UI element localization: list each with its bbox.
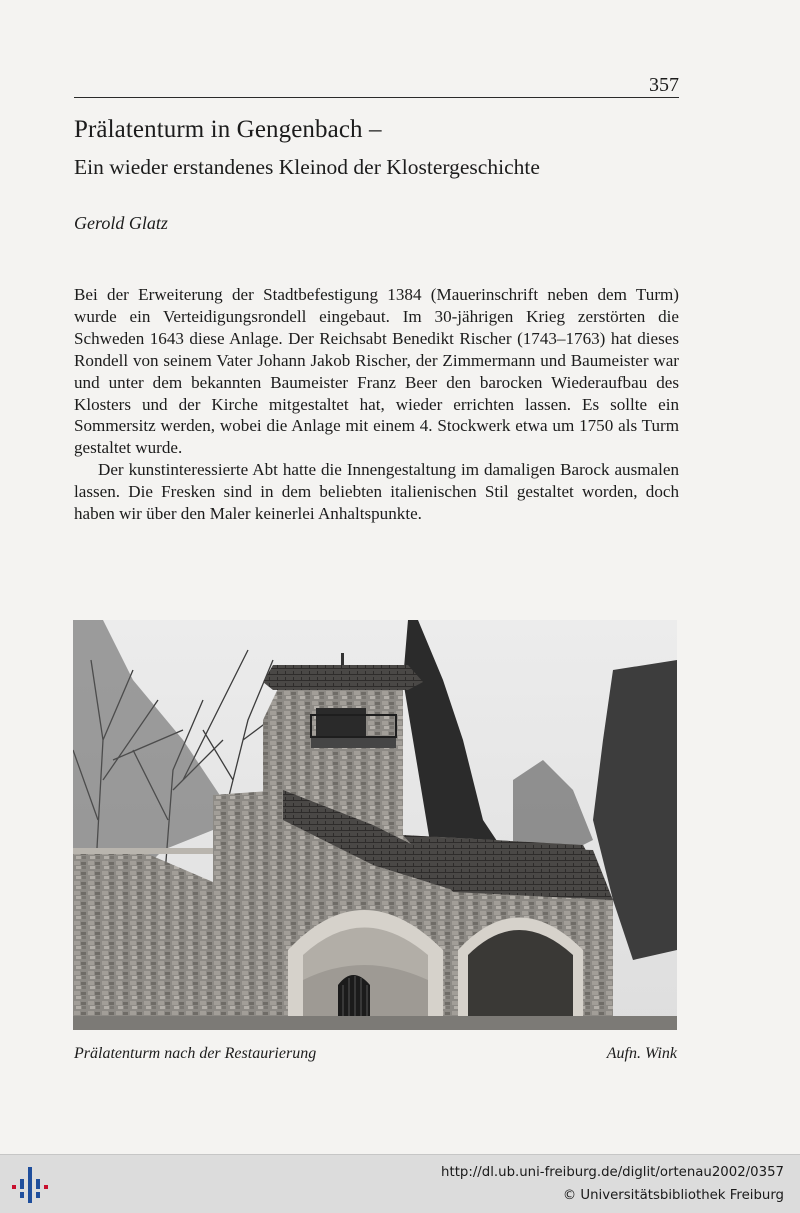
page-number: 357 — [649, 74, 679, 96]
article-title: Prälatenturm in Gengenbach – — [74, 116, 382, 143]
figure-caption: Prälatenturm nach der Restaurierung — [74, 1045, 317, 1062]
source-url-link[interactable]: http://dl.ub.uni-freiburg.de/diglit/ortenau2002/0357 — [441, 1165, 784, 1180]
article-subtitle: Ein wieder erstandenes Kleinod der Klostergeschichte — [74, 155, 540, 179]
photo-credit: Aufn. Wink — [606, 1045, 677, 1062]
header-rule — [74, 97, 679, 98]
body-paragraph-1: Bei der Erweiterung der Stadtbefestigung 1384 (Mauerinschrift neben dem Turm) wurde ein Verteidigungsrondell eingebaut. Im 30-jährigen Krieg zerstörten die Schweden 1643 diese Anlage. Der Reichsabt Benedikt Rischer (1743–1763) hat dieses Rondell von seinem Vater Johann Jakob Rischer, der Zimmermann und Baumeister war und unter dem bekannten Baumeister Franz Beer den barocken Wiederaufbau des Klosters und der Kirche mitgestaltet hat, wieder errichten lassen. Es sollte ein Sommersitz werden, wobei die Anlage mit einem 4. Stockwerk etwa um 1750 als Turm gestaltet wurde. — [74, 285, 679, 458]
article-body — [74, 284, 679, 525]
body-paragraph-2: Der kunstinteressierte Abt hatte die Innengestaltung im damaligen Barock ausmalen lassen. Die Fresken sind in dem beliebten italienischen Stil gestaltet worden, doch haben wir über den Maler keinerlei Anhaltspunkte. — [74, 460, 679, 524]
copyright-notice: © Universitätsbibliothek Freiburg — [562, 1188, 784, 1203]
ub-freiburg-logo-icon — [8, 1165, 52, 1205]
author-name: Gerold Glatz — [74, 213, 168, 233]
footer-band — [0, 1154, 800, 1213]
tower-photograph — [73, 620, 677, 1030]
